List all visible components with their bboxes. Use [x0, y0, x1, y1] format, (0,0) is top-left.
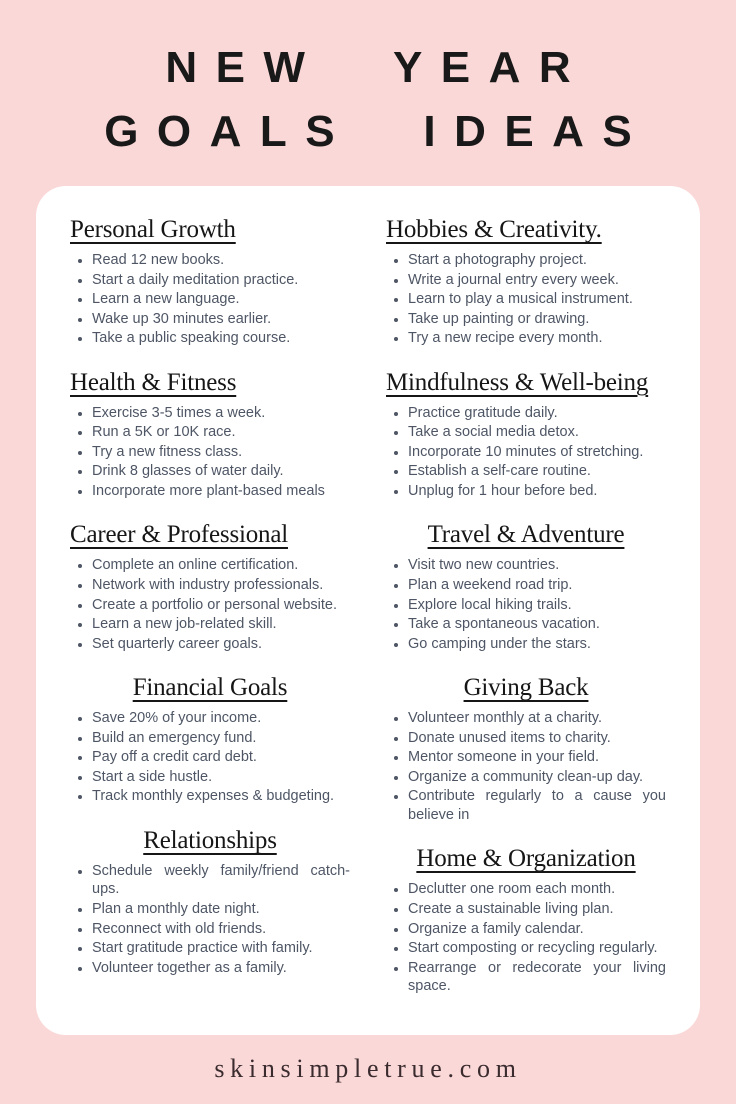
section-heading: Relationships	[143, 826, 277, 854]
goal-item: • Take up painting or drawing.	[408, 310, 666, 329]
goals-card	[36, 186, 700, 1035]
goal-item: • Start a photography project.	[408, 251, 666, 270]
section-mindfulness-wellbeing	[386, 369, 666, 501]
goal-item: • Create a portfolio or personal website.	[92, 596, 350, 615]
section-giving-back	[386, 674, 666, 824]
goal-item: • Explore local hiking trails.	[408, 596, 666, 615]
goal-item: • Build an emergency fund.	[92, 729, 350, 748]
left-column	[70, 216, 350, 1017]
section-financial-goals	[70, 674, 350, 806]
goal-list	[386, 556, 666, 653]
right-column	[386, 216, 666, 1017]
goal-list	[70, 862, 350, 977]
goal-item: • Start composting or recycling regularly.	[408, 939, 666, 958]
goal-item: • Volunteer monthly at a charity.	[408, 709, 666, 728]
section-heading: Financial Goals	[132, 674, 288, 702]
goal-item: • Wake up 30 minutes earlier.	[92, 310, 350, 329]
goal-item: • Incorporate more plant-based meals	[92, 482, 350, 501]
goal-item: • Learn a new language.	[92, 290, 350, 309]
goal-item: • Read 12 new books.	[92, 251, 350, 270]
goal-item: • Try a new recipe every month.	[408, 329, 666, 348]
goal-item: • Donate unused items to charity.	[408, 729, 666, 748]
goal-item: • Unplug for 1 hour before bed.	[408, 482, 666, 501]
section-relationships	[70, 827, 350, 977]
goal-item: • Learn a new job-related skill.	[92, 615, 350, 634]
section-travel-adventure	[386, 521, 666, 653]
section-home-organization	[386, 845, 666, 995]
section-heading: Health & Fitness	[70, 368, 237, 396]
goal-item: • Contribute regularly to a cause you believe in	[408, 787, 666, 824]
goal-list	[386, 404, 666, 501]
goal-item: • Organize a community clean-up day.	[408, 768, 666, 787]
goal-item: • Go camping under the stars.	[408, 635, 666, 654]
goal-item: • Drink 8 glasses of water daily.	[92, 462, 350, 481]
goal-item: • Exercise 3-5 times a week.	[92, 404, 350, 423]
goal-item: • Set quarterly career goals.	[92, 635, 350, 654]
goal-item: • Network with industry professionals.	[92, 576, 350, 595]
goal-item: • Plan a monthly date night.	[92, 900, 350, 919]
goal-list	[70, 251, 350, 348]
goal-item: • Organize a family calendar.	[408, 920, 666, 939]
goal-item: • Try a new fitness class.	[92, 443, 350, 462]
section-heading: Personal Growth	[70, 216, 236, 243]
goal-item: • Establish a self-care routine.	[408, 462, 666, 481]
goal-list	[70, 709, 350, 806]
goal-list	[386, 880, 666, 995]
goal-item: • Practice gratitude daily.	[408, 404, 666, 423]
goal-item: • Save 20% of your income.	[92, 709, 350, 728]
website-text: skinsimpletrue.com	[214, 1054, 522, 1084]
goal-item: • Visit two new countries.	[408, 556, 666, 575]
goal-item: • Declutter one room each month.	[408, 880, 666, 899]
poster-footer	[0, 1035, 736, 1104]
goal-item: • Complete an online certification.	[92, 556, 350, 575]
goal-list	[386, 251, 666, 348]
section-health-fitness	[70, 369, 350, 501]
section-heading: Mindfulness & Well-being	[386, 368, 649, 396]
goal-item: • Take a public speaking course.	[92, 329, 350, 348]
section-heading: Giving Back	[463, 674, 589, 702]
title-line-2: GOALS IDEAS	[104, 107, 651, 156]
goal-list	[70, 556, 350, 653]
goal-item: • Start gratitude practice with family.	[92, 939, 350, 958]
section-hobbies-creativity	[386, 216, 666, 348]
section-heading: Home & Organization	[416, 845, 636, 873]
goal-list	[70, 404, 350, 501]
section-heading: Career & Professional	[70, 521, 288, 549]
goal-item: • Reconnect with old friends.	[92, 920, 350, 939]
goal-item: • Rearrange or redecorate your living space.	[408, 959, 666, 996]
title-line-1: NEW YEAR	[165, 43, 590, 92]
goal-item: • Write a journal entry every week.	[408, 271, 666, 290]
goal-item: • Take a spontaneous vacation.	[408, 615, 666, 634]
goal-item: • Create a sustainable living plan.	[408, 900, 666, 919]
goal-item: • Mentor someone in your field.	[408, 748, 666, 767]
goal-item: • Learn to play a musical instrument.	[408, 290, 666, 309]
goal-item: • Volunteer together as a family.	[92, 959, 350, 978]
goal-item: • Start a daily meditation practice.	[92, 271, 350, 290]
section-personal-growth	[70, 216, 350, 348]
goal-item: • Start a side hustle.	[92, 768, 350, 787]
section-career-professional	[70, 521, 350, 653]
goal-list	[386, 709, 666, 824]
section-heading: Hobbies & Creativity.	[386, 216, 602, 243]
goal-item: • Incorporate 10 minutes of stretching.	[408, 443, 666, 462]
goal-item: • Take a social media detox.	[408, 423, 666, 442]
goal-item: • Schedule weekly family/friend catch-ups.	[92, 862, 350, 899]
poster-title	[0, 0, 736, 186]
goal-item: • Plan a weekend road trip.	[408, 576, 666, 595]
section-heading: Travel & Adventure	[427, 521, 625, 549]
goal-item: • Run a 5K or 10K race.	[92, 423, 350, 442]
goal-item: • Pay off a credit card debt.	[92, 748, 350, 767]
goal-item: • Track monthly expenses & budgeting.	[92, 787, 350, 806]
